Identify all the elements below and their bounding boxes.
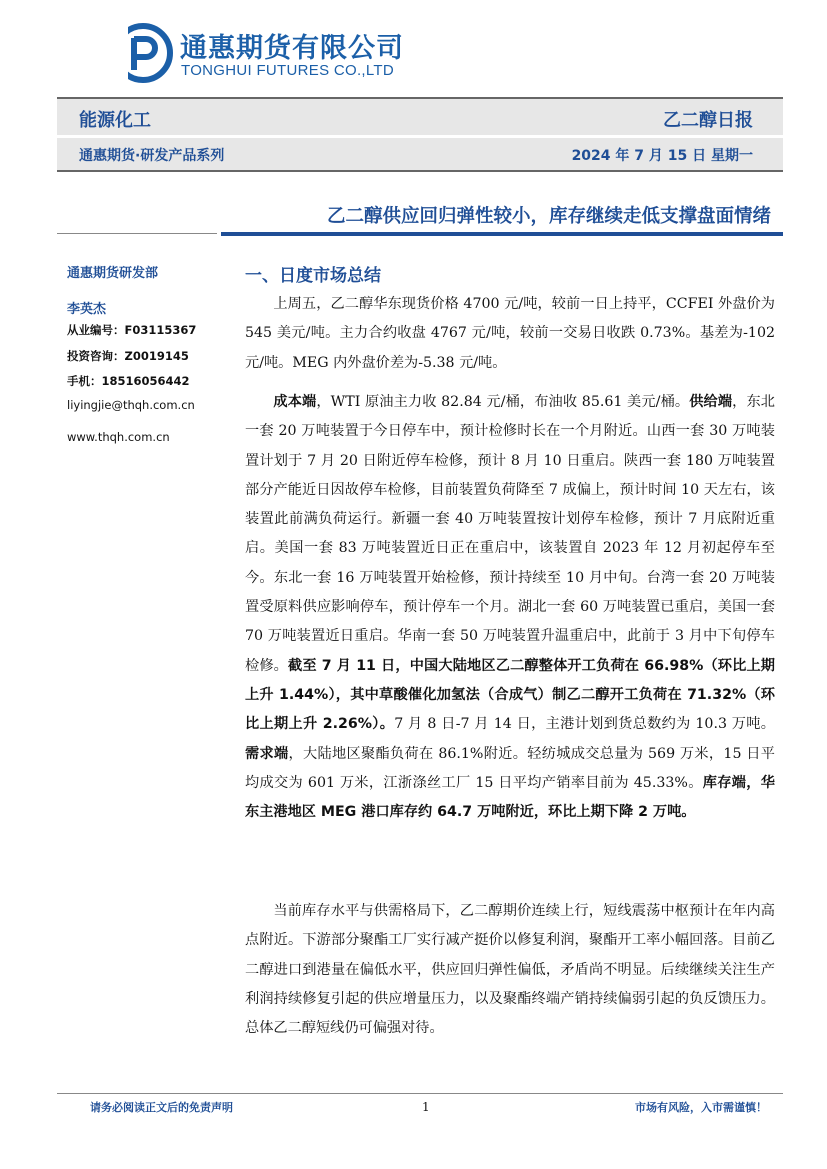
report-type: 乙二醇日报	[663, 110, 753, 131]
tonghui-logo-icon	[112, 22, 174, 84]
risk-warning: 市场有风险，入市需谨慎！	[635, 1101, 767, 1114]
header-band-bottom	[57, 138, 783, 172]
website-link[interactable]: www.thqh.com.cn	[67, 430, 170, 444]
emphasis-text: 库存端，华东主港地区 MEG 港口库存约 64.7 万吨附近，环比上期下降 2 万吨。	[245, 774, 775, 821]
emphasis-text: 供给端	[689, 394, 733, 410]
emphasis-text: 截至 7 月 11 日，中国大陆地区乙二醇整体开工负荷在 66.98%（环比上期上升 1.44%），其中草酸催化加氢法（合成气）制乙二醇开工负荷在 71.32%（环比上期上升 2.26%）。	[245, 657, 775, 733]
report-title: 乙二醇供应回归弹性较小，库存继续走低支撑盘面情绪	[326, 206, 771, 227]
disclaimer-note: 请务必阅读正文后的免责声明	[90, 1101, 233, 1114]
divider	[57, 233, 217, 234]
body-text: ，东北一套 20 万吨装置于今日停车中，预计检修时长在一个月附近。山西一套 30 万吨装置计划于 7 月 20 日附近停车检修，预计 8 月 10 日重启。陕西一套 180 万吨装置部分产能近日因故停车检修，目前装置负荷降至 7 成偏上，预计时间 10 天左右，该装置此前满负荷运行。新疆一套 40 万吨装置按计划停车检修，预计 7 月底附近重启。美国一套 83 万吨装置近日正在重启中，该装置自 2023 年 12 月初起停车至今。东北一套 16 万吨装置开始检修，预计持续至 10 月中旬。台湾一套 20 万吨装置受原料供应影响停车，预计停车一个月。湖北一套 60 万吨装置已重启，美国一套 70 万吨装置近日重启。华南一套 50 万吨装置升温重启中，此前于 3 月中下旬停车检修。	[245, 394, 775, 674]
header-band-top	[57, 97, 783, 135]
body-text: ，大陆地区聚酯负荷在 86.1%附近。轻纺城成交总量为 569 万米，15 日平均成交为 601 万米，江浙涤丝工厂 15 日平均产销率目前为 45.33%。	[245, 745, 775, 791]
company-name-en: TONGHUI FUTURES CO.,LTD	[181, 62, 395, 79]
analyst-name: 李英杰	[67, 302, 107, 317]
consult-number: 投资咨询：Z0019145	[67, 349, 189, 363]
body-text: 7 月 8 日-7 月 14 日，主港计划到货总数约为 10.3 万吨。	[394, 716, 775, 733]
title-underline	[221, 232, 783, 236]
company-name-cn: 通惠期货有限公司	[180, 33, 404, 64]
paragraph-fundamentals	[245, 388, 775, 827]
sector-label: 能源化工	[79, 110, 151, 131]
paragraph-outlook: 当前库存水平与供需格局下，乙二醇期价连续上行，短线震荡中枢预计在年内高点附近。下游部分聚酯工厂实行减产挺价以修复利润，聚酯开工率小幅回落。目前乙二醇进口到港量在偏低水平，供应回归弹性偏低，矛盾尚不明显。后续继续关注生产利润持续修复引起的供应增量压力，以及聚酯终端产销持续偏弱引起的负反馈压力。总体乙二醇短线仍可偏强对待。	[245, 903, 775, 1037]
research-dept: 通惠期货研发部	[67, 266, 159, 281]
report-date: 2024 年 7 月 15 日 星期一	[571, 148, 753, 164]
body-text: ，WTI 原油主力收 82.84 元/桶，布油收 85.61 美元/桶。	[316, 394, 690, 410]
footer-divider	[57, 1093, 783, 1094]
series-label: 通惠期货·研发产品系列	[79, 148, 225, 164]
emphasis-text: 成本端	[273, 394, 317, 410]
emphasis-text: 需求端	[245, 745, 289, 762]
phone-number: 手机：18516056442	[67, 374, 190, 388]
paragraph-price-summary: 上周五，乙二醇华东现货价格 4700 元/吨，较前一日上持平，CCFEI 外盘价为 545 美元/吨。主力合约收盘 4767 元/吨，较前一交易日收跌 0.73%。基差为-102 元/吨。MEG 内外盘价差为-5.38 元/吨。	[245, 296, 775, 371]
email-link[interactable]: liyingjie@thqh.com.cn	[67, 398, 195, 412]
section-heading: 一、日度市场总结	[245, 266, 381, 286]
license-number: 从业编号：F03115367	[67, 323, 197, 337]
page-number: 1	[422, 1100, 430, 1114]
